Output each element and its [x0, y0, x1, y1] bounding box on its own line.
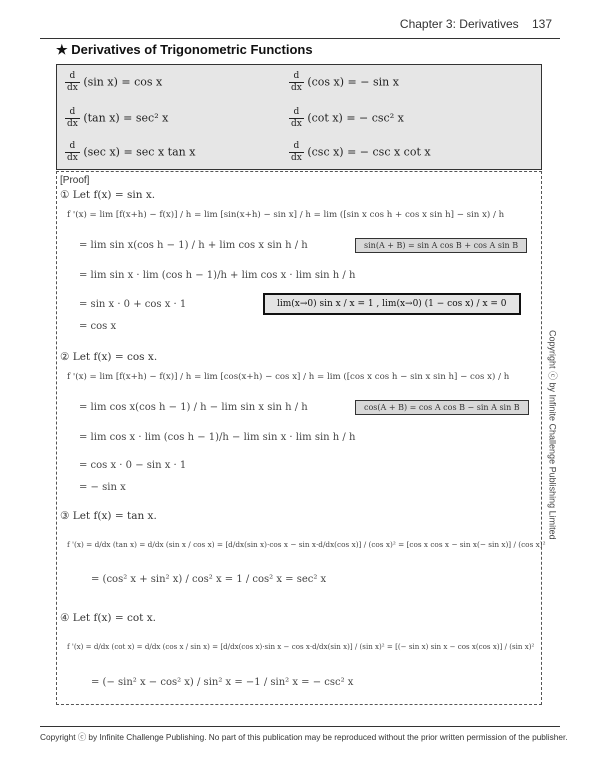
star-icon: ★	[56, 42, 68, 57]
formula-cot: $\frac{d}{dx}$ (cot x) = − csc² x	[291, 107, 404, 129]
proof-1-limit-box: lim(x→0) sin x / x = 1 , lim(x→0) (1 − cos x) / x = 0	[263, 293, 521, 315]
proof-3-line-1: f '(x) = d/dx (tan x) = d/dx (sin x / cos x) = [d/dx(sin x)·cos x − sin x·d/dx(cos x)] / (cos x)² = [cos x cos x − sin x(− sin x)] / (cos x)²	[67, 540, 546, 549]
running-header	[400, 17, 552, 31]
proof-2-hint: cos(A + B) = cos A cos B − sin A sin B	[355, 400, 529, 415]
derivative-operator: $\frac{d}{dx}$	[67, 141, 78, 163]
proof-box	[56, 171, 546, 705]
footer-divider	[40, 726, 560, 727]
proof-3-line-2: = (cos² x + sin² x) / cos² x = 1 / cos² x = sec² x	[91, 574, 327, 585]
formula-cos: $\frac{d}{dx}$ (cos x) = − sin x	[291, 71, 399, 93]
proof-4-line-1: f '(x) = d/dx (cot x) = d/dx (cos x / sin x) = [d/dx(cos x)·sin x − cos x·d/dx(sin x)] / (sin x)² = [(− sin x) sin x − cos x(cos x)] / (sin x)²	[67, 642, 535, 651]
derivative-operator: $\frac{d}{dx}$	[291, 107, 302, 129]
proof-4-line-2: = (− sin² x − cos² x) / sin² x = −1 / sin² x = − csc² x	[91, 677, 354, 688]
footer-copyright: Copyright ⓒ by Infinite Challenge Publishing. No part of this publication may be reproduced without the prior written permission of the publisher.	[40, 732, 568, 742]
proof-2-line-2: = lim cos x(cos h − 1) / h − lim sin x sin h / h	[79, 402, 308, 413]
formula-csc: $\frac{d}{dx}$ (csc x) = − csc x cot x	[291, 141, 431, 163]
proof-1-line-2: = lim sin x(cos h − 1) / h + lim cos x sin h / h	[79, 240, 308, 251]
proof-2-line-4: = cos x · 0 − sin x · 1	[79, 460, 187, 471]
proof-4-heading: ④ Let f(x) = cot x.	[60, 612, 156, 624]
proof-1-line-5: = cos x	[79, 321, 117, 332]
proof-2-heading: ② Let f(x) = cos x.	[60, 351, 158, 363]
formula-sec: $\frac{d}{dx}$ (sec x) = sec x tan x	[67, 141, 196, 163]
section-title-text: Derivatives of Trigonometric Functions	[71, 42, 313, 57]
header-divider	[40, 38, 560, 39]
proof-1-line-1: f '(x) = lim [f(x+h) − f(x)] / h = lim [sin(x+h) − sin x] / h = lim ([sin x cos h + cos x sin h] − sin x) / h	[67, 210, 505, 220]
section-title	[56, 42, 313, 58]
proof-1-heading: ① Let f(x) = sin x.	[60, 189, 156, 201]
derivative-operator: $\frac{d}{dx}$	[291, 141, 302, 163]
derivative-operator: $\frac{d}{dx}$	[67, 71, 78, 93]
proof-3-heading: ③ Let f(x) = tan x.	[60, 510, 157, 522]
proof-1-line-3: = lim sin x · lim (cos h − 1)/h + lim cos x · lim sin h / h	[79, 270, 356, 281]
formula-tan: $\frac{d}{dx}$ (tan x) = sec² x	[67, 107, 169, 129]
chapter-title: Chapter 3: Derivatives	[399, 17, 519, 31]
formula-sin: $\frac{d}{dx}$ (sin x) = cos x	[67, 71, 163, 93]
side-copyright: Copyright ⓒ by Infinite Challenge Publishing Limited	[548, 330, 558, 540]
proof-2-line-5: = − sin x	[79, 482, 126, 493]
proof-2-line-1: f '(x) = lim [f(x+h) − f(x)] / h = lim [cos(x+h) − cos x] / h = lim ([cos x cos h − sin x sin h] − cos x) / h	[67, 372, 510, 382]
derivative-operator: $\frac{d}{dx}$	[67, 107, 78, 129]
formula-box	[56, 64, 542, 170]
derivative-operator: $\frac{d}{dx}$	[291, 71, 302, 93]
proof-2-line-3: = lim cos x · lim (cos h − 1)/h − lim sin x · lim sin h / h	[79, 432, 356, 443]
proof-1-hint: sin(A + B) = sin A cos B + cos A sin B	[355, 238, 527, 253]
proof-label: [Proof]	[60, 175, 90, 186]
page-number: 137	[531, 17, 552, 31]
proof-1-line-4: = sin x · 0 + cos x · 1	[79, 299, 187, 310]
